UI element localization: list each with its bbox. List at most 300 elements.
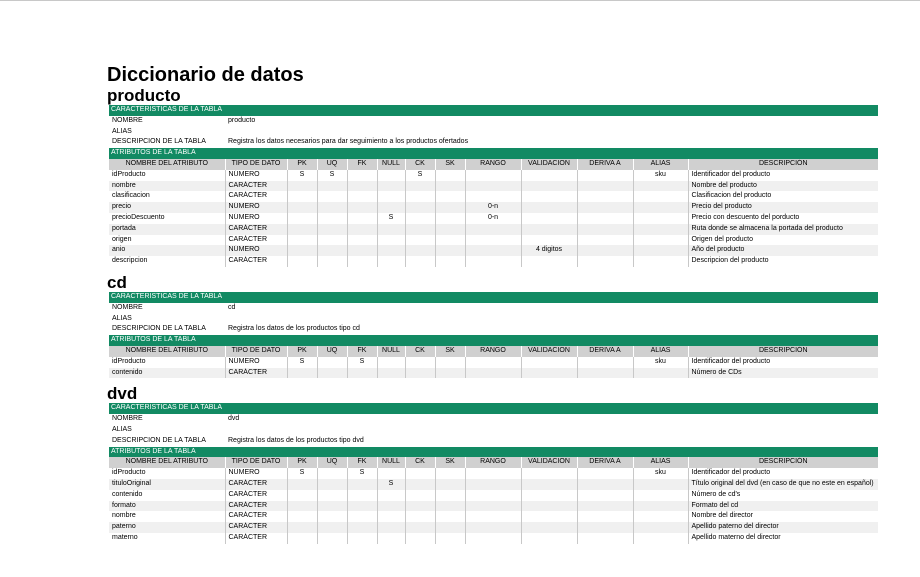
table-cell: 4 digitos bbox=[521, 245, 577, 256]
table-cell: NÚMERO bbox=[225, 213, 287, 224]
meta-value: Registra los datos necesarios para dar seguimiento a los productos ofertados bbox=[228, 138, 469, 146]
table-cell bbox=[405, 501, 435, 512]
table-row bbox=[109, 235, 878, 246]
table-cell: formato bbox=[109, 501, 225, 512]
column-header: RANGO bbox=[465, 159, 521, 170]
table-cell bbox=[577, 511, 633, 522]
table-cell bbox=[465, 191, 521, 202]
table-cell bbox=[577, 213, 633, 224]
table-cell bbox=[577, 256, 633, 267]
section-header-caracteristicas bbox=[109, 292, 878, 303]
table-cell bbox=[521, 357, 577, 368]
table-cell bbox=[317, 224, 347, 235]
column-header: ALIAS bbox=[633, 457, 688, 468]
table-cell: Apellido materno del director bbox=[691, 533, 781, 541]
table-cell bbox=[317, 490, 347, 501]
table-cell bbox=[633, 202, 688, 213]
table-cell bbox=[287, 490, 317, 501]
table-cell bbox=[287, 511, 317, 522]
table-cell: idProducto bbox=[109, 468, 225, 479]
column-header: UQ bbox=[317, 159, 347, 170]
table-cell bbox=[521, 533, 577, 544]
table-cell: CARÁCTER bbox=[225, 533, 287, 544]
column-header: CK bbox=[405, 159, 435, 170]
table-cell bbox=[521, 479, 577, 490]
table-cell bbox=[317, 368, 347, 379]
table-cell: sku bbox=[633, 357, 688, 368]
table-cell: descripcion bbox=[109, 256, 225, 267]
section-title: CARACTERISTICAS DE LA TABLA bbox=[109, 105, 878, 116]
table-cell bbox=[465, 170, 521, 181]
table-cell: Origen del producto bbox=[691, 235, 753, 243]
table-cell: paterno bbox=[109, 522, 225, 533]
table-heading: producto bbox=[107, 86, 181, 105]
table-cell: CARÁCTER bbox=[225, 256, 287, 267]
table-cell bbox=[317, 468, 347, 479]
table-cell bbox=[405, 490, 435, 501]
table-cell bbox=[287, 202, 317, 213]
table-cell bbox=[347, 202, 377, 213]
table-cell: NÚMERO bbox=[225, 245, 287, 256]
table-cell: Precio con descuento del porducto bbox=[691, 213, 800, 221]
table-cell bbox=[435, 235, 465, 246]
column-header: DESCRIPCIÓN bbox=[688, 346, 878, 357]
column-header: PK bbox=[287, 457, 317, 468]
table-cell bbox=[377, 256, 405, 267]
table-cell bbox=[287, 368, 317, 379]
table-cell bbox=[347, 368, 377, 379]
table-cell bbox=[377, 170, 405, 181]
column-header: CK bbox=[405, 457, 435, 468]
table-cell bbox=[577, 468, 633, 479]
table-cell bbox=[577, 245, 633, 256]
table-row bbox=[109, 511, 878, 522]
table-cell: NÚMERO bbox=[225, 170, 287, 181]
table-cell bbox=[377, 490, 405, 501]
data-dictionary-table bbox=[109, 105, 878, 267]
table-block-dvd bbox=[107, 384, 879, 543]
table-cell bbox=[633, 533, 688, 544]
table-cell bbox=[577, 202, 633, 213]
table-cell bbox=[435, 202, 465, 213]
meta-row-alias bbox=[109, 314, 878, 325]
table-cell bbox=[577, 235, 633, 246]
table-cell bbox=[521, 181, 577, 192]
table-cell bbox=[435, 522, 465, 533]
table-cell: S bbox=[287, 468, 317, 479]
table-cell bbox=[377, 468, 405, 479]
table-cell: CARÁCTER bbox=[225, 191, 287, 202]
table-cell bbox=[405, 245, 435, 256]
meta-label: ALIAS bbox=[112, 314, 132, 322]
tables-container bbox=[107, 86, 879, 544]
table-cell bbox=[633, 235, 688, 246]
table-cell bbox=[405, 181, 435, 192]
document bbox=[107, 64, 879, 550]
table-cell bbox=[287, 479, 317, 490]
table-cell bbox=[577, 522, 633, 533]
table-cell bbox=[347, 479, 377, 490]
section-header-caracteristicas bbox=[109, 403, 878, 414]
table-cell bbox=[287, 224, 317, 235]
table-cell bbox=[435, 181, 465, 192]
meta-row-alias bbox=[109, 127, 878, 138]
table-cell: CARÁCTER bbox=[225, 511, 287, 522]
table-cell bbox=[405, 357, 435, 368]
table-cell bbox=[435, 191, 465, 202]
table-cell bbox=[347, 213, 377, 224]
table-cell: NÚMERO bbox=[225, 357, 287, 368]
table-cell: NÚMERO bbox=[225, 468, 287, 479]
table-cell: S bbox=[405, 170, 435, 181]
table-cell: precio bbox=[109, 202, 225, 213]
table-cell: CARÁCTER bbox=[225, 479, 287, 490]
table-cell bbox=[465, 224, 521, 235]
meta-value bbox=[225, 425, 878, 436]
table-row bbox=[109, 256, 878, 267]
table-cell bbox=[405, 511, 435, 522]
table-cell bbox=[377, 235, 405, 246]
meta-row-alias bbox=[109, 425, 878, 436]
table-cell bbox=[521, 256, 577, 267]
meta-label: NOMBRE bbox=[112, 116, 143, 124]
table-cell bbox=[347, 533, 377, 544]
table-cell bbox=[317, 191, 347, 202]
table-cell bbox=[405, 256, 435, 267]
table-cell bbox=[405, 235, 435, 246]
table-cell bbox=[465, 245, 521, 256]
table-cell bbox=[521, 170, 577, 181]
table-cell bbox=[435, 533, 465, 544]
table-cell: CARÁCTER bbox=[225, 522, 287, 533]
table-cell bbox=[317, 357, 347, 368]
table-cell bbox=[317, 245, 347, 256]
table-cell: 0-n bbox=[465, 202, 521, 213]
table-cell bbox=[405, 479, 435, 490]
table-cell bbox=[435, 501, 465, 512]
table-cell bbox=[465, 256, 521, 267]
column-header: FK bbox=[347, 457, 377, 468]
table-cell: materno bbox=[109, 533, 225, 544]
top-border bbox=[0, 0, 920, 1]
table-cell: sku bbox=[633, 170, 688, 181]
meta-label: DESCRIPCION DE LA TABLA bbox=[112, 436, 206, 444]
table-cell bbox=[435, 170, 465, 181]
table-cell bbox=[347, 181, 377, 192]
column-header: UQ bbox=[317, 346, 347, 357]
table-cell bbox=[633, 522, 688, 533]
table-row bbox=[109, 468, 878, 479]
table-cell: CARÁCTER bbox=[225, 368, 287, 379]
table-block-cd bbox=[107, 273, 879, 378]
table-cell bbox=[347, 501, 377, 512]
table-cell bbox=[521, 224, 577, 235]
table-cell: S bbox=[317, 170, 347, 181]
column-header: DERIVA A bbox=[577, 159, 633, 170]
table-cell bbox=[287, 245, 317, 256]
table-cell bbox=[435, 490, 465, 501]
table-cell bbox=[633, 224, 688, 235]
column-header: VALIDACION bbox=[521, 346, 577, 357]
table-cell bbox=[577, 479, 633, 490]
table-cell bbox=[347, 511, 377, 522]
table-cell bbox=[465, 522, 521, 533]
table-cell bbox=[347, 224, 377, 235]
section-title: ATRIBUTOS DE LA TABLA bbox=[109, 335, 878, 346]
column-header: DERIVA A bbox=[577, 457, 633, 468]
table-cell: CARÁCTER bbox=[225, 235, 287, 246]
column-header: SK bbox=[435, 346, 465, 357]
table-cell bbox=[577, 501, 633, 512]
table-cell bbox=[317, 522, 347, 533]
table-cell: Identificador del producto bbox=[691, 357, 771, 365]
table-cell: S bbox=[377, 213, 405, 224]
table-cell: S bbox=[287, 170, 317, 181]
table-cell: CARÁCTER bbox=[225, 181, 287, 192]
table-cell: portada bbox=[109, 224, 225, 235]
table-cell bbox=[377, 245, 405, 256]
table-cell bbox=[287, 235, 317, 246]
table-cell bbox=[435, 468, 465, 479]
table-cell bbox=[435, 368, 465, 379]
table-cell bbox=[465, 368, 521, 379]
column-header: FK bbox=[347, 159, 377, 170]
column-header: SK bbox=[435, 457, 465, 468]
table-row bbox=[109, 181, 878, 192]
table-cell bbox=[577, 191, 633, 202]
table-cell: Número de CDs bbox=[688, 368, 878, 379]
table-cell bbox=[633, 501, 688, 512]
table-cell bbox=[465, 468, 521, 479]
meta-value: cd bbox=[228, 303, 236, 311]
table-cell: idProducto bbox=[109, 170, 225, 181]
table-row bbox=[109, 490, 878, 501]
table-cell bbox=[521, 501, 577, 512]
table-cell bbox=[405, 191, 435, 202]
column-header: TIPO DE DATO bbox=[225, 346, 287, 357]
column-header: NULL bbox=[377, 457, 405, 468]
meta-row-nombre bbox=[109, 303, 878, 314]
data-dictionary-table bbox=[109, 292, 878, 378]
table-cell bbox=[633, 368, 688, 379]
table-cell bbox=[405, 368, 435, 379]
column-header: VALIDACION bbox=[521, 159, 577, 170]
table-cell bbox=[465, 511, 521, 522]
meta-row-nombre bbox=[109, 116, 878, 127]
table-cell bbox=[317, 511, 347, 522]
table-row bbox=[109, 522, 878, 533]
table-cell bbox=[577, 490, 633, 501]
table-cell bbox=[633, 511, 688, 522]
table-cell bbox=[347, 522, 377, 533]
table-cell bbox=[317, 479, 347, 490]
table-row bbox=[109, 357, 878, 368]
meta-label: ALIAS bbox=[112, 127, 132, 135]
table-cell: Nombre del director bbox=[691, 512, 753, 520]
section-header-atributos bbox=[109, 335, 878, 346]
table-row bbox=[109, 213, 878, 224]
table-cell bbox=[577, 181, 633, 192]
section-title: ATRIBUTOS DE LA TABLA bbox=[109, 148, 878, 159]
table-cell bbox=[435, 357, 465, 368]
table-cell bbox=[521, 490, 577, 501]
table-cell bbox=[435, 256, 465, 267]
table-cell bbox=[633, 490, 688, 501]
meta-value: producto bbox=[228, 116, 256, 124]
column-header: TIPO DE DATO bbox=[225, 159, 287, 170]
table-cell bbox=[347, 245, 377, 256]
table-cell bbox=[377, 522, 405, 533]
table-cell: CARÁCTER bbox=[225, 501, 287, 512]
table-cell bbox=[347, 170, 377, 181]
table-row bbox=[109, 368, 878, 379]
table-cell bbox=[287, 191, 317, 202]
table-cell: Formato del cd bbox=[688, 501, 878, 512]
section-title: CARACTERISTICAS DE LA TABLA bbox=[109, 403, 878, 414]
table-cell: origen bbox=[109, 235, 225, 246]
column-header: ALIAS bbox=[633, 346, 688, 357]
table-cell bbox=[287, 522, 317, 533]
table-cell: nombre bbox=[109, 181, 225, 192]
table-cell bbox=[577, 368, 633, 379]
table-cell bbox=[377, 191, 405, 202]
table-cell bbox=[521, 468, 577, 479]
table-cell: S bbox=[377, 479, 405, 490]
table-row bbox=[109, 533, 878, 544]
table-cell bbox=[317, 213, 347, 224]
table-cell: 0-n bbox=[465, 213, 521, 224]
table-cell bbox=[317, 235, 347, 246]
table-cell bbox=[633, 479, 688, 490]
table-cell bbox=[465, 235, 521, 246]
table-cell bbox=[347, 191, 377, 202]
column-header: NOMBRE DEL ATRIBUTO bbox=[109, 346, 225, 357]
table-cell: Número de cd's bbox=[691, 490, 741, 498]
table-cell bbox=[521, 191, 577, 202]
column-header: VALIDACION bbox=[521, 457, 577, 468]
table-cell bbox=[287, 256, 317, 267]
table-cell: CARÁCTER bbox=[225, 490, 287, 501]
section-title: CARACTERISTICAS DE LA TABLA bbox=[109, 292, 878, 303]
table-cell: Título original del dvd (en caso de que no este en español) bbox=[688, 479, 878, 490]
table-cell: Precio del producto bbox=[688, 202, 878, 213]
table-cell bbox=[435, 224, 465, 235]
document-title: Diccionario de datos bbox=[107, 64, 304, 86]
section-header-atributos bbox=[109, 148, 878, 159]
column-header: DESCRIPCIÓN bbox=[688, 159, 878, 170]
table-cell bbox=[347, 235, 377, 246]
column-header: ALIAS bbox=[633, 159, 688, 170]
table-cell bbox=[377, 181, 405, 192]
table-cell bbox=[521, 511, 577, 522]
column-header: NULL bbox=[377, 346, 405, 357]
table-cell bbox=[633, 245, 688, 256]
table-cell bbox=[347, 256, 377, 267]
table-cell bbox=[465, 501, 521, 512]
meta-label: ALIAS bbox=[112, 425, 132, 433]
table-cell bbox=[521, 368, 577, 379]
meta-value: dvd bbox=[228, 415, 240, 423]
meta-value bbox=[225, 127, 878, 138]
table-cell bbox=[377, 368, 405, 379]
table-cell bbox=[405, 522, 435, 533]
column-header: NULL bbox=[377, 159, 405, 170]
data-dictionary-table bbox=[109, 403, 878, 543]
column-header: SK bbox=[435, 159, 465, 170]
table-cell bbox=[377, 224, 405, 235]
table-cell: S bbox=[347, 468, 377, 479]
column-header-row bbox=[109, 457, 878, 468]
column-header: FK bbox=[347, 346, 377, 357]
table-cell bbox=[633, 191, 688, 202]
table-cell bbox=[633, 181, 688, 192]
table-cell bbox=[405, 224, 435, 235]
table-cell: NÚMERO bbox=[225, 202, 287, 213]
table-cell bbox=[405, 202, 435, 213]
table-cell bbox=[405, 533, 435, 544]
table-cell bbox=[377, 511, 405, 522]
table-cell bbox=[377, 533, 405, 544]
table-cell bbox=[465, 479, 521, 490]
table-cell: tituloOriginal bbox=[109, 479, 225, 490]
table-cell bbox=[435, 213, 465, 224]
table-heading: dvd bbox=[107, 384, 138, 404]
table-cell bbox=[287, 501, 317, 512]
table-cell: idProducto bbox=[109, 357, 225, 368]
meta-label: DESCRIPCION DE LA TABLA bbox=[112, 325, 206, 333]
table-cell bbox=[577, 224, 633, 235]
table-cell bbox=[435, 511, 465, 522]
table-cell: Año del producto bbox=[688, 245, 878, 256]
table-cell: contenido bbox=[109, 368, 225, 379]
table-cell bbox=[521, 235, 577, 246]
table-cell bbox=[577, 357, 633, 368]
section-title: ATRIBUTOS DE LA TABLA bbox=[109, 447, 878, 458]
table-row bbox=[109, 479, 878, 490]
table-cell: anio bbox=[109, 245, 225, 256]
table-cell: sku bbox=[633, 468, 688, 479]
table-cell: S bbox=[287, 357, 317, 368]
meta-label: NOMBRE bbox=[112, 303, 143, 311]
column-header: TIPO DE DATO bbox=[225, 457, 287, 468]
table-block-producto bbox=[107, 86, 879, 267]
column-header: CK bbox=[405, 346, 435, 357]
table-cell bbox=[521, 202, 577, 213]
table-row bbox=[109, 202, 878, 213]
column-header: RANGO bbox=[465, 457, 521, 468]
table-cell: clasificacion bbox=[109, 191, 225, 202]
section-header-atributos bbox=[109, 447, 878, 458]
table-cell bbox=[377, 501, 405, 512]
table-cell: nombre bbox=[109, 511, 225, 522]
meta-label: NOMBRE bbox=[112, 415, 143, 423]
table-cell bbox=[465, 490, 521, 501]
meta-value bbox=[225, 314, 878, 325]
table-cell bbox=[317, 181, 347, 192]
table-row bbox=[109, 224, 878, 235]
column-header: DESCRIPCIÓN bbox=[688, 457, 878, 468]
column-header: UQ bbox=[317, 457, 347, 468]
table-cell bbox=[633, 213, 688, 224]
table-cell bbox=[577, 533, 633, 544]
table-cell: Descripcion del producto bbox=[691, 257, 769, 265]
table-cell bbox=[435, 479, 465, 490]
table-cell bbox=[317, 501, 347, 512]
meta-row-descripcion bbox=[109, 436, 878, 447]
table-cell bbox=[405, 468, 435, 479]
table-cell bbox=[287, 181, 317, 192]
meta-row-nombre bbox=[109, 414, 878, 425]
